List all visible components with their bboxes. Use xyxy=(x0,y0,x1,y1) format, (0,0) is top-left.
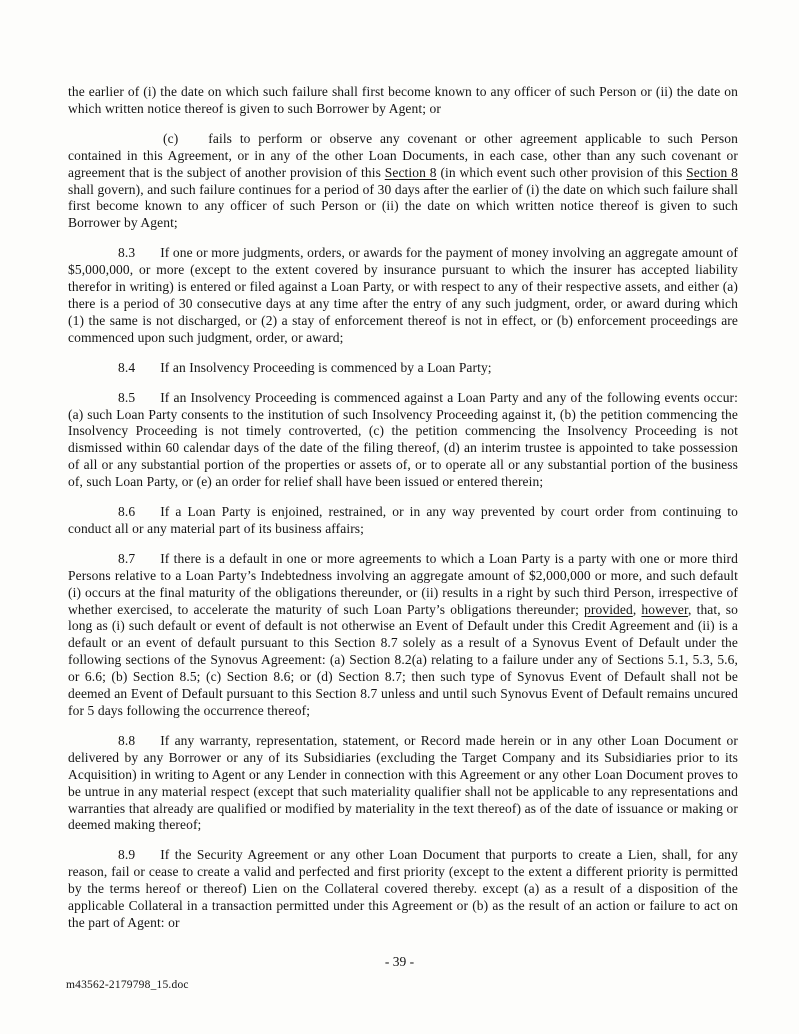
section-number: 8.4 xyxy=(118,359,136,375)
text-run: shall govern), and such failure continues for a period of 30 days after the earlier of (i) the date on which such failure shall first become known to any officer of such Person or (ii) the date on which written notice thereof is given to such Borrower by Agent; xyxy=(68,181,738,231)
text-run: If any warranty, representation, statement, or Record made herein or in any other Loan Document or delivered by any Borrower or any of its Subsidiaries (excluding the Target Company and its Subsidiaries prior to its Acquisition) in writing to Agent or any Lender in connection with this Agreement or any other Loan Document proves to be untrue in any material respect (except that such materiality qualifier shall not be applicable to any representations and warranties that already are qualified or modified by materiality in the text thereof) as of the date of issuance or making or deemed making thereof; xyxy=(68,732,738,833)
section-number: 8.5 xyxy=(118,389,136,405)
section-number: 8.7 xyxy=(118,550,136,566)
text-run: fails to perform or observe any covenant or other agreement applicable to such Person contained in this Agreement, or in any of the other Loan Documents, in each case, other than any such covenant or agreement that is the subject of another provision of this xyxy=(68,130,738,180)
section-number: 8.3 xyxy=(118,245,136,261)
text-run: If an Insolvency Proceeding is commenced against a Loan Party and any of the following events occur: (a) such Loan Party consents to the institution of such Insolvency Proceeding against it, (b) the petition commencing the Insolvency Proceeding is not timely controverted, (c) the petition commencing the Insolvency Proceeding is not dismissed within 60 calendar days of the date of the filing thereof, (d) an interim trustee is appointed to take possession of all or any substantial portion of the properties or assets of, or to operate all or any substantial portion of the business of, such Loan Party, or (e) an order for relief shall have been issued or entered therein; xyxy=(68,389,738,490)
paragraph-89 xyxy=(68,847,738,932)
paragraph-c xyxy=(68,131,738,232)
underlined-text: Section 8 xyxy=(384,164,437,180)
text-run: , xyxy=(632,601,642,617)
underlined-text: Section 8 xyxy=(686,164,739,180)
paragraph-84 xyxy=(68,360,738,377)
document-body xyxy=(68,84,738,945)
paragraph-88 xyxy=(68,733,738,834)
section-number: 8.8 xyxy=(118,732,136,748)
underlined-text: however xyxy=(641,601,689,617)
text-run: If there is a default in one or more agreements to which a Loan Party is a party with one or more third Persons relative to a Loan Party’s Indebtedness involving an aggregate amount of $2,000,000 or more, and such default (i) occurs at the final maturity of the obligations thereunder, or (ii) results in a right by such third Person, irrespective of whether exercised, to accelerate the maturity of such Loan Party’s obligations thereunder; xyxy=(68,550,738,617)
text-run: If a Loan Party is enjoined, restrained, or in any way prevented by court order from continuing to conduct all or any material part of its business affairs; xyxy=(68,504,738,536)
underlined-text: provided xyxy=(584,601,633,617)
paragraph-86 xyxy=(68,504,738,538)
paragraph-87 xyxy=(68,551,738,720)
text-run: the earlier of (i) the date on which such failure shall first become known to any officer of such Person or (ii) the date on which written notice thereof is given to such Borrower by Agent; or xyxy=(68,84,738,116)
paragraph-continuation xyxy=(68,84,738,118)
text-run: , that, so long as (i) such default or event of default is not otherwise an Event of Default under this Credit Agreement and (ii) is a default or an event of default pursuant to this Section 8.7 solely as a result of a Synovus Event of Default under the following sections of the Synovus Agreement: (a) Section 8.2(a) relating to a failure under any of Sections 5.1, 5.3, 5.6, or 6.6; (b) Section 8.5; (c) Section 8.6; or (d) Section 8.7; then such type of Synovus Event of Default shall not be deemed an Event of Default pursuant to this Section 8.7 unless and until such Synovus Event of Default remains uncured for 5 days following the occurrence thereof; xyxy=(68,601,739,718)
section-number: 8.9 xyxy=(118,847,136,863)
text-run: (in which event such other provision of this xyxy=(436,164,687,180)
paragraph-83 xyxy=(68,245,738,346)
text-run: If one or more judgments, orders, or awards for the payment of money involving an aggregate amount of $5,000,000, or more (except to the extent covered by insurance pursuant to which the insurer has accepted liability therefor in writing) is entered or filed against a Loan Party, or with respect to any of their respective assets, and either (a) there is a period of 30 consecutive days at any time after the entry of any such judgment, order, or award during which (1) the same is not discharged, or (2) a stay of enforcement thereof is not in effect, or (b) enforcement proceedings are commenced upon such judgment, order, or award; xyxy=(68,245,738,345)
clause-letter: (c) xyxy=(163,130,179,146)
section-number: 8.6 xyxy=(118,504,136,520)
text-run: If the Security Agreement or any other Loan Document that purports to create a Lien, shall, for any reason, fail or cease to create a valid and perfected and first priority (except to the extent a different priority is permitted by the terms hereof or thereof) Lien on the Collateral covered thereby. except (a) as a result of a disposition of the applicable Collateral in a transaction permitted under this Agreement or (b) as the result of an action or failure to act on the part of Agent: or xyxy=(68,847,738,930)
text-run: If an Insolvency Proceeding is commenced by a Loan Party; xyxy=(160,359,492,375)
paragraph-85 xyxy=(68,390,738,491)
document-filename: m43562-2179798_15.doc xyxy=(66,979,189,991)
page-number: - 39 - xyxy=(384,954,415,969)
